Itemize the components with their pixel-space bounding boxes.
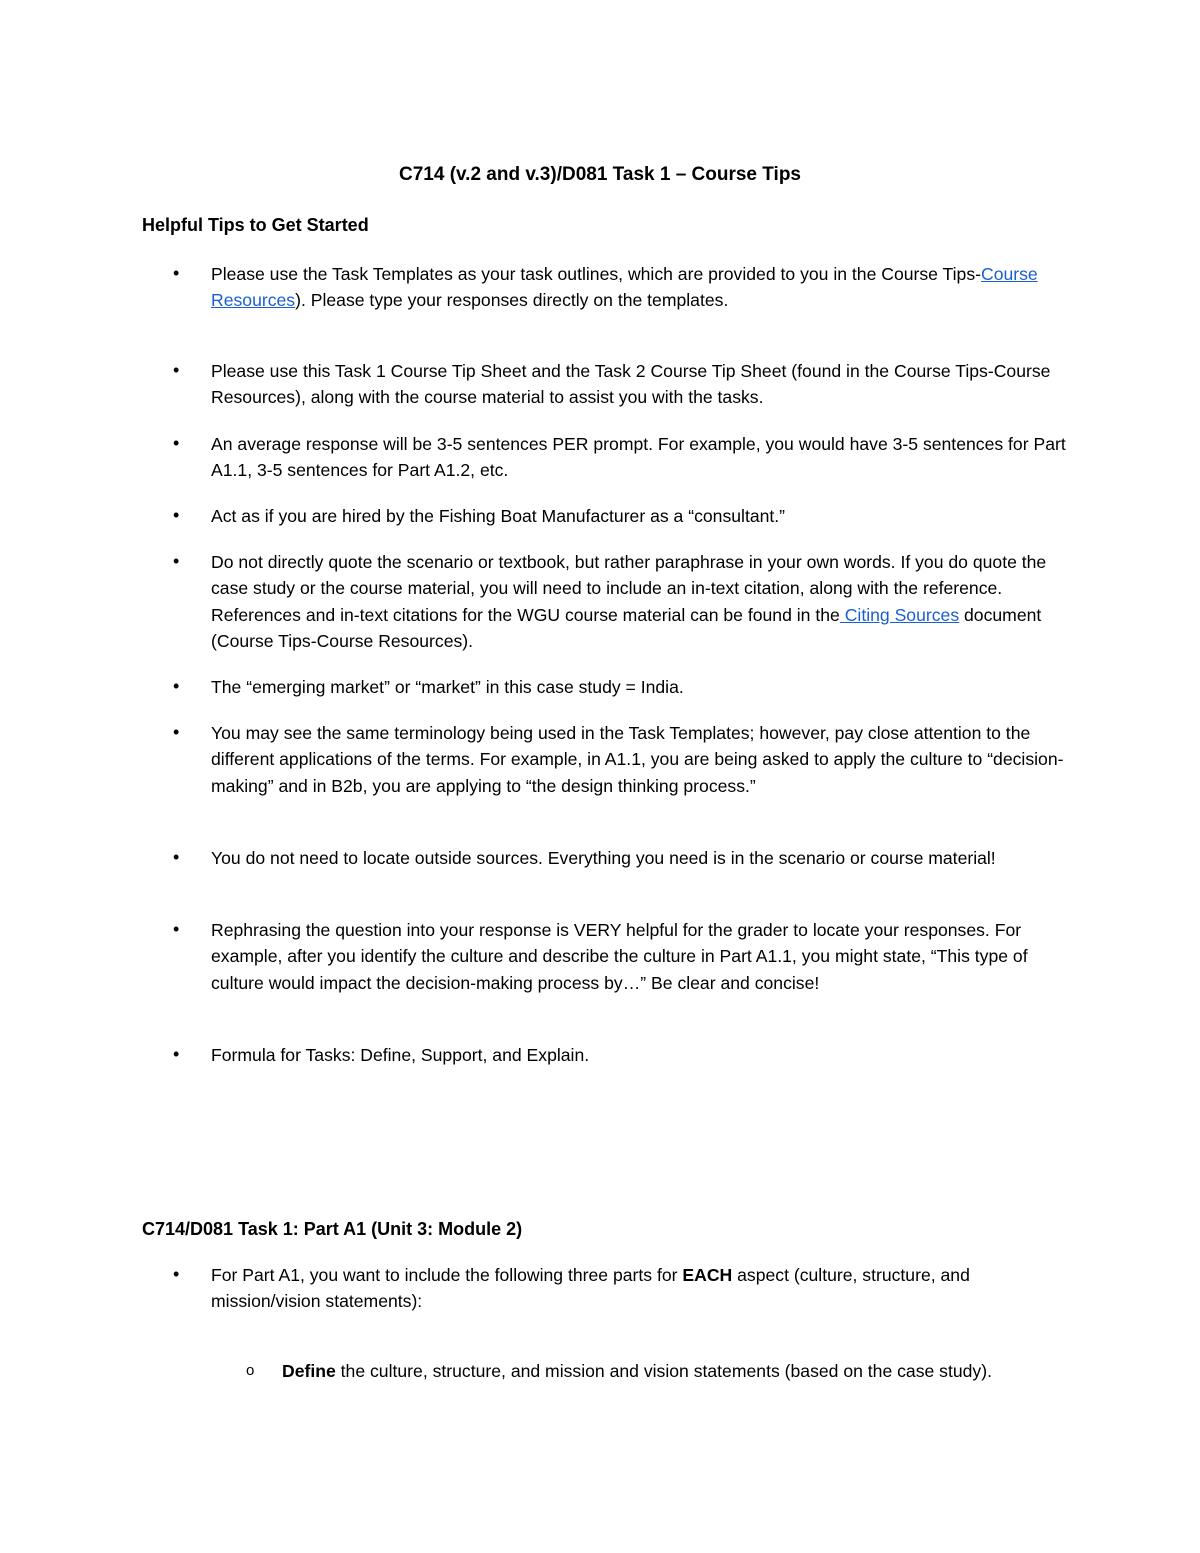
bullet-marker: • <box>173 722 180 742</box>
tip-item-1 <box>211 261 1071 314</box>
citing-sources-link[interactable]: Citing Sources <box>839 604 960 625</box>
bullet-marker: • <box>173 433 180 453</box>
bullet-marker: • <box>173 1044 180 1064</box>
bullet-marker: • <box>173 847 180 867</box>
course-resources-link[interactable]: Course Resources <box>211 264 1038 311</box>
tip-item-5 <box>211 549 1071 655</box>
part-a1-item <box>211 1262 1071 1315</box>
tip-item-4: Act as if you are hired by the Fishing Boat Manufacturer as a “consultant.” <box>211 506 786 526</box>
part-a1-text: For Part A1, you want to include the following three parts for <box>211 1265 683 1285</box>
tip-text: Do not directly quote the scenario or textbook, but rather paraphrase in your own words. If you do quote the case study or the course material, you will need to include an in-text citation, along with the reference. References and in-text citations for the WGU course material can be found in the <box>211 552 1047 625</box>
define-sub-item <box>282 1358 1062 1384</box>
tip-item-8: You do not need to locate outside sources. Everything you need is in the scenario or course material! <box>211 848 996 868</box>
tip-item-10: Formula for Tasks: Define, Support, and Explain. <box>211 1045 590 1065</box>
section-heading-part-a1: C714/D081 Task 1: Part A1 (Unit 3: Module 2) <box>142 1219 523 1239</box>
tip-item-2: Please use this Task 1 Course Tip Sheet and the Task 2 Course Tip Sheet (found in the Course Tips-Course Resources), along with the course material to assist you with the tasks. <box>211 361 1051 408</box>
bullet-marker: • <box>173 505 180 525</box>
tip-item-6: The “emerging market” or “market” in this case study = India. <box>211 677 684 697</box>
document-title: C714 (v.2 and v.3)/D081 Task 1 – Course Tips <box>399 164 801 185</box>
bullet-marker: • <box>173 263 180 283</box>
tip-text: ). Please type your responses directly on the templates. <box>295 290 729 311</box>
part-a1-emphasis: EACH <box>682 1265 733 1285</box>
bullet-marker: • <box>173 360 180 380</box>
tip-text: Please use the Task Templates as your task outlines, which are provided to you in the Course Tips- <box>211 264 981 284</box>
bullet-marker: • <box>173 919 180 939</box>
define-emphasis: Define <box>282 1361 336 1381</box>
tip-item-7: You may see the same terminology being used in the Task Templates; however, pay close attention to the different applications of the terms. For example, in A1.1, you are being asked to apply the culture to “decision-making” and in B2b, you are applying to “the design thinking process.” <box>211 723 1064 796</box>
bullet-marker: • <box>173 1264 180 1284</box>
tip-item-3: An average response will be 3-5 sentences PER prompt. For example, you would have 3-5 sentences for Part A1.1, 3-5 sentences for Part A1.2, etc. <box>211 434 1066 481</box>
define-text: the culture, structure, and mission and vision statements (based on the case study). <box>335 1361 992 1381</box>
part-a1-text: aspect (culture, structure, and mission/vision statements): <box>211 1265 970 1312</box>
tip-item-9: Rephrasing the question into your response is VERY helpful for the grader to locate your responses. For example, after you identify the culture and describe the culture in Part A1.1, you might state, “This type of culture would impact the decision-making process by…” Be clear and concise! <box>211 920 1028 993</box>
section-heading-helpful-tips: Helpful Tips to Get Started <box>142 215 369 235</box>
sub-bullet-marker: o <box>246 1362 255 1379</box>
bullet-marker: • <box>173 676 180 696</box>
tip-text: document (Course Tips-Course Resources). <box>211 604 1042 652</box>
bullet-marker: • <box>173 551 180 571</box>
